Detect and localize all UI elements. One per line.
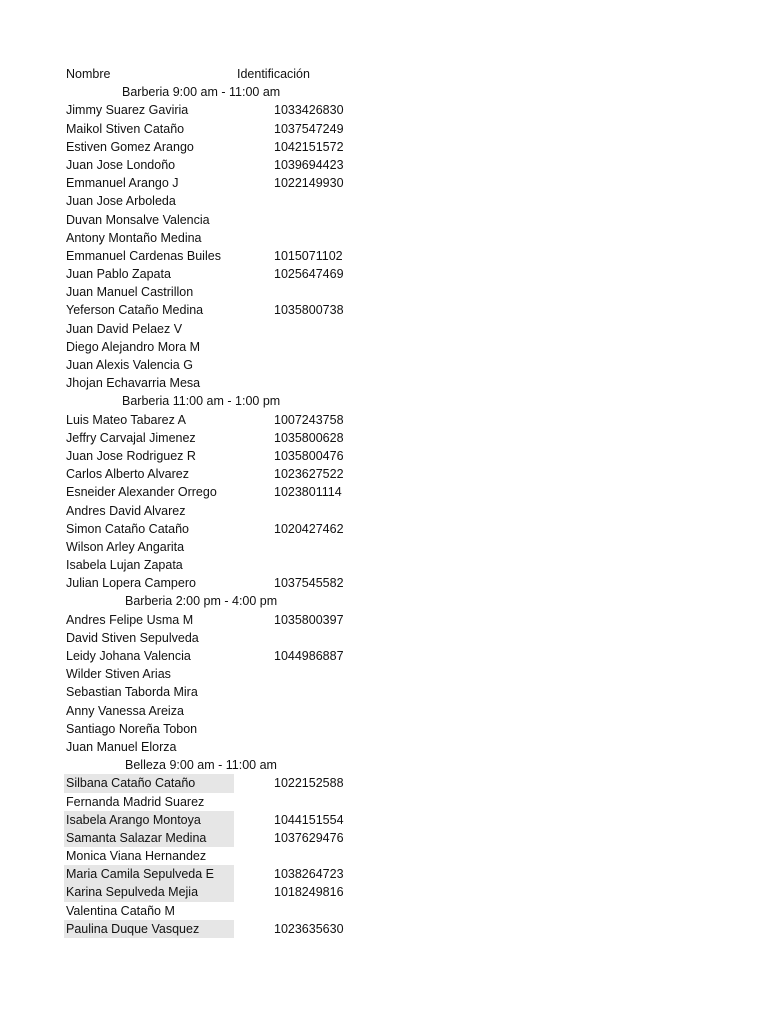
person-row bbox=[64, 465, 364, 483]
person-row bbox=[64, 920, 364, 938]
person-row bbox=[64, 829, 364, 847]
person-name: Jimmy Suarez Gaviria bbox=[66, 103, 189, 118]
person-row bbox=[64, 429, 364, 447]
person-row bbox=[64, 847, 364, 865]
person-name: Karina Sepulveda Mejia bbox=[64, 883, 234, 901]
person-row bbox=[64, 283, 364, 301]
person-id: 1038264723 bbox=[274, 867, 344, 882]
person-name: David Stiven Sepulveda bbox=[66, 630, 199, 645]
person-name: Maria Camila Sepulveda E bbox=[64, 865, 234, 883]
person-name: Yeferson Cataño Medina bbox=[66, 303, 204, 318]
person-id: 1042151572 bbox=[274, 139, 344, 154]
person-row bbox=[64, 265, 364, 283]
person-id: 1035800628 bbox=[274, 430, 344, 445]
person-name: Isabela Lujan Zapata bbox=[66, 558, 183, 573]
person-row bbox=[64, 520, 364, 538]
person-row bbox=[64, 647, 364, 665]
person-row bbox=[64, 702, 364, 720]
person-name: Juan Alexis Valencia G bbox=[66, 358, 193, 372]
person-name: Isabela Arango Montoya bbox=[64, 811, 234, 829]
section-title: Belleza 9:00 am - 11:00 am bbox=[125, 758, 277, 773]
person-row bbox=[64, 101, 364, 119]
person-row bbox=[64, 447, 364, 465]
sections-list bbox=[64, 83, 364, 938]
section-title: Barberia 9:00 am - 11:00 am bbox=[122, 85, 281, 100]
person-name: Juan Manuel Castrillon bbox=[66, 285, 194, 300]
person-row bbox=[64, 538, 364, 556]
person-name: Estiven Gomez Arango bbox=[66, 139, 194, 154]
person-name: Jhojan Echavarria Mesa bbox=[66, 376, 201, 391]
person-name: Monica Viana Hernandez bbox=[66, 849, 207, 864]
person-name: Maikol Stiven Cataño bbox=[66, 121, 185, 136]
person-row bbox=[64, 356, 364, 374]
person-name: Juan Jose Londoño bbox=[66, 157, 176, 172]
person-row bbox=[64, 338, 364, 356]
person-row bbox=[64, 665, 364, 683]
person-name: Leidy Johana Valencia bbox=[66, 649, 191, 663]
person-id: 1015071102 bbox=[274, 248, 343, 263]
person-row bbox=[64, 374, 364, 392]
person-id: 1037629476 bbox=[274, 830, 344, 845]
person-name: Anny Vanessa Areiza bbox=[66, 703, 184, 718]
section-title-row bbox=[64, 392, 364, 410]
person-id: 1022149930 bbox=[274, 176, 344, 191]
header-row bbox=[64, 65, 364, 83]
person-id: 1023635630 bbox=[274, 921, 344, 936]
person-id: 1044986887 bbox=[274, 649, 344, 663]
person-name: Juan Jose Rodriguez R bbox=[66, 448, 196, 463]
person-name: Samanta Salazar Medina bbox=[64, 829, 234, 847]
person-row bbox=[64, 138, 364, 156]
person-row bbox=[64, 320, 364, 338]
person-name: Duvan Monsalve Valencia bbox=[66, 212, 210, 227]
person-row bbox=[64, 720, 364, 738]
person-row bbox=[64, 411, 364, 429]
person-name: Carlos Alberto Alvarez bbox=[66, 467, 189, 482]
attendance-sheet bbox=[64, 65, 364, 938]
person-id: 1037545582 bbox=[274, 576, 344, 591]
person-row bbox=[64, 738, 364, 756]
person-row bbox=[64, 883, 364, 901]
person-row bbox=[64, 574, 364, 592]
person-row bbox=[64, 502, 364, 520]
person-id: 1023627522 bbox=[274, 467, 344, 482]
person-id: 1023801114 bbox=[274, 485, 342, 500]
person-name: Antony Montaño Medina bbox=[66, 230, 202, 245]
person-id: 1020427462 bbox=[274, 521, 344, 536]
person-id: 1025647469 bbox=[274, 267, 344, 282]
name-column-header: Nombre bbox=[66, 67, 111, 81]
person-name: Jeffry Carvajal Jimenez bbox=[66, 430, 196, 445]
person-row bbox=[64, 192, 364, 210]
person-name: Diego Alejandro Mora M bbox=[66, 339, 201, 354]
person-name: Santiago Noreña Tobon bbox=[66, 721, 198, 736]
person-id: 1037547249 bbox=[274, 121, 344, 136]
person-row bbox=[64, 174, 364, 192]
person-name: Julian Lopera Campero bbox=[66, 576, 196, 591]
person-id: 1033426830 bbox=[274, 103, 344, 118]
person-name: Juan Pablo Zapata bbox=[66, 267, 171, 282]
person-name: Wilson Arley Angarita bbox=[66, 539, 185, 554]
person-row bbox=[64, 683, 364, 701]
section-title-row bbox=[64, 756, 364, 774]
person-id: 1039694423 bbox=[274, 157, 344, 172]
person-row bbox=[64, 156, 364, 174]
person-id: 1007243758 bbox=[274, 412, 344, 427]
person-id: 1044151554 bbox=[274, 812, 344, 827]
section-title-row bbox=[64, 83, 364, 101]
section-title: Barberia 2:00 pm - 4:00 pm bbox=[125, 594, 278, 609]
section-title: Barberia 11:00 am - 1:00 pm bbox=[122, 394, 281, 409]
id-column-header: Identificación bbox=[237, 67, 310, 81]
person-name: Juan David Pelaez V bbox=[66, 321, 183, 336]
person-row bbox=[64, 301, 364, 319]
person-name: Emmanuel Cardenas Builes bbox=[66, 248, 221, 263]
person-row bbox=[64, 902, 364, 920]
person-row bbox=[64, 483, 364, 501]
person-name: Emmanuel Arango J bbox=[66, 176, 179, 191]
person-row bbox=[64, 211, 364, 229]
person-row bbox=[64, 793, 364, 811]
person-row bbox=[64, 629, 364, 647]
person-row bbox=[64, 247, 364, 265]
person-id: 1035800738 bbox=[274, 303, 344, 318]
person-name: Wilder Stiven Arias bbox=[66, 667, 171, 682]
person-name: Simon Cataño Cataño bbox=[66, 521, 189, 536]
person-id: 1018249816 bbox=[274, 885, 344, 900]
person-name: Juan Jose Arboleda bbox=[66, 194, 176, 209]
person-row bbox=[64, 120, 364, 138]
person-row bbox=[64, 865, 364, 883]
person-id: 1022152588 bbox=[274, 776, 344, 791]
person-name: Andres Felipe Usma M bbox=[66, 612, 194, 627]
person-row bbox=[64, 229, 364, 247]
person-name: Luis Mateo Tabarez A bbox=[66, 412, 186, 427]
person-name: Fernanda Madrid Suarez bbox=[66, 794, 205, 809]
person-name: Paulina Duque Vasquez bbox=[64, 920, 234, 938]
person-id: 1035800476 bbox=[274, 448, 344, 463]
person-name: Juan Manuel Elorza bbox=[66, 739, 177, 754]
person-row bbox=[64, 611, 364, 629]
section-title-row bbox=[64, 592, 364, 610]
person-name: Silbana Cataño Cataño bbox=[64, 774, 234, 792]
person-name: Esneider Alexander Orrego bbox=[66, 485, 217, 500]
person-row bbox=[64, 556, 364, 574]
person-id: 1035800397 bbox=[274, 612, 344, 627]
person-row bbox=[64, 811, 364, 829]
person-name: Sebastian Taborda Mira bbox=[66, 685, 198, 700]
person-row bbox=[64, 774, 364, 792]
person-name: Valentina Cataño M bbox=[66, 903, 175, 918]
person-name: Andres David Alvarez bbox=[66, 503, 186, 518]
